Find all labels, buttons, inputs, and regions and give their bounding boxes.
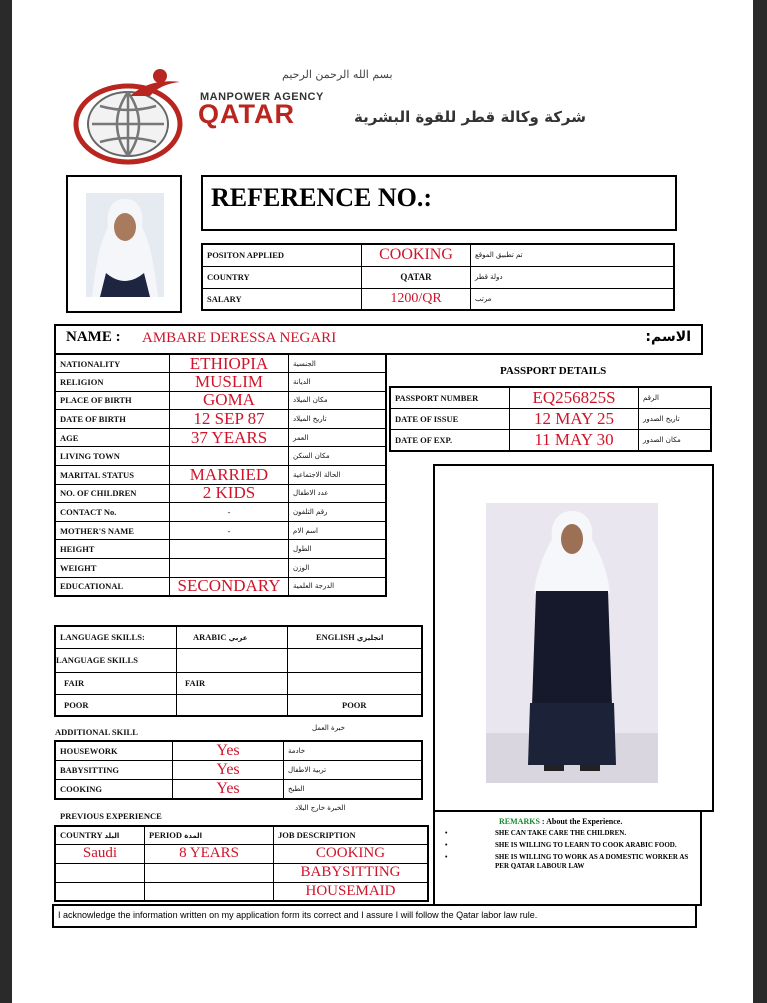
skill-row (55, 761, 422, 780)
language-table (54, 625, 423, 717)
exp-job-value: BABYSITTING (274, 863, 429, 882)
personal-label: MARITAL STATUS (55, 466, 170, 485)
personal-row (55, 559, 386, 578)
passport-label: PASSPORT NUMBER (390, 387, 510, 409)
lang-poor-value: POOR (288, 694, 423, 716)
passport-arabic: مكان الصدور (639, 430, 712, 452)
name-bar (54, 324, 703, 355)
personal-row (55, 466, 386, 485)
personal-label: MOTHER'S NAME (55, 521, 170, 540)
personal-label: CONTACT No. (55, 503, 170, 522)
full-photo-frame (433, 464, 714, 812)
passport-label: DATE OF ISSUE (390, 409, 510, 430)
remark-text: SHE IS WILLING TO LEARN TO COOK ARABIC FOOD. (495, 841, 677, 849)
personal-value (170, 559, 289, 578)
personal-row (55, 540, 386, 559)
exp-header-country: COUNTRY البلد (55, 826, 145, 844)
passport-arabic: الرقم (639, 387, 712, 409)
personal-row (55, 428, 386, 447)
remark-item (443, 829, 693, 838)
personal-label: PLACE OF BIRTH (55, 391, 170, 410)
personal-label: NATIONALITY (55, 354, 170, 373)
exp-cell (145, 882, 274, 901)
additional-skill-title-arabic: خبرة العمل (312, 724, 345, 732)
exp-job-value: HOUSEMAID (274, 882, 429, 901)
bismillah-calligraphy: بسم الله الرحمن الرحيم (282, 68, 393, 81)
lang-fair-label: FAIR (55, 672, 177, 694)
position-row (202, 244, 674, 266)
position-value: COOKING (362, 244, 471, 266)
personal-arabic: مكان السكن (289, 447, 387, 466)
skill-label: BABYSITTING (55, 761, 173, 780)
skill-value: Yes (173, 780, 284, 800)
personal-arabic: الجنسية (289, 354, 387, 373)
exp-cell (55, 882, 145, 901)
profile-photo (86, 193, 164, 297)
position-label: COUNTRY (202, 266, 362, 288)
passport-row (390, 430, 711, 452)
remarks-title: REMARKS : About the Experience. (499, 817, 623, 826)
reference-box (201, 175, 677, 231)
agency-logo-icon (70, 66, 200, 166)
personal-value: 2 KIDS (170, 484, 289, 503)
skill-label: HOUSEWORK (55, 741, 173, 761)
passport-table (389, 386, 712, 452)
lang-cell (177, 648, 288, 672)
previous-experience-title-arabic: الخبرة خارج البلاد (295, 804, 346, 812)
skill-label: COOKING (55, 780, 173, 800)
personal-row (55, 577, 386, 596)
exp-country-value: Saudi (55, 844, 145, 863)
personal-arabic: الطول (289, 540, 387, 559)
application-form (12, 0, 753, 1003)
remark-item (443, 841, 693, 850)
personal-value: - (170, 521, 289, 540)
personal-label: NO. OF CHILDREN (55, 484, 170, 503)
profile-photo-frame (66, 175, 182, 313)
bullet-icon: • (445, 829, 448, 837)
personal-value: MUSLIM (170, 373, 289, 392)
personal-label: WEIGHT (55, 559, 170, 578)
personal-arabic: رقم التلفون (289, 503, 387, 522)
exp-cell (145, 863, 274, 882)
skill-arabic: خادمة (284, 741, 423, 761)
passport-title: PASSPORT DETAILS (500, 365, 607, 377)
personal-value: MARRIED (170, 466, 289, 485)
personal-arabic: العمر (289, 428, 387, 447)
reference-label: REFERENCE NO.: (211, 183, 433, 212)
position-value: 1200/QR (362, 288, 471, 310)
lang-cell (288, 672, 423, 694)
passport-arabic: تاريخ الصدور (639, 409, 712, 430)
personal-arabic: الدرجة العلمية (289, 577, 387, 596)
personal-value: SECONDARY (170, 577, 289, 596)
lang-fair-value: FAIR (177, 672, 288, 694)
position-row (202, 266, 674, 288)
skill-value: Yes (173, 761, 284, 780)
passport-value: 12 MAY 25 (510, 409, 639, 430)
position-value: QATAR (362, 266, 471, 288)
skill-row (55, 741, 422, 761)
agency-name-arabic: شركة وكالة قطر للقوة البشرية (354, 108, 586, 126)
personal-row (55, 447, 386, 466)
personal-arabic: مكان الميلاد (289, 391, 387, 410)
personal-row (55, 373, 386, 392)
name-value: AMBARE DERESSA NEGARI (142, 330, 337, 346)
lang-header-arabic: ARABIC عربي (177, 626, 288, 648)
remarks-list (443, 829, 693, 874)
passport-row (390, 387, 711, 409)
personal-arabic: الحالة الاجتماعية (289, 466, 387, 485)
skill-row (55, 780, 422, 800)
lang-header-label: LANGUAGE SKILLS: (55, 626, 177, 648)
personal-value (170, 540, 289, 559)
skill-arabic: الطبخ (284, 780, 423, 800)
passport-row (390, 409, 711, 430)
personal-label: DATE OF BIRTH (55, 410, 170, 429)
personal-arabic: الوزن (289, 559, 387, 578)
additional-skill-table (54, 740, 423, 800)
personal-label: HEIGHT (55, 540, 170, 559)
experience-table (54, 825, 429, 902)
personal-label: AGE (55, 428, 170, 447)
personal-value: GOMA (170, 391, 289, 410)
additional-skill-title: ADDITIONAL SKILL (55, 727, 138, 737)
lang-row-label: LANGUAGE SKILLS (55, 648, 177, 672)
personal-value (170, 447, 289, 466)
personal-arabic: الديانة (289, 373, 387, 392)
exp-header-period: PERIOD المدة (145, 826, 274, 844)
remarks-box (433, 810, 702, 906)
lang-cell (288, 648, 423, 672)
personal-row (55, 484, 386, 503)
exp-period-value: 8 YEARS (145, 844, 274, 863)
position-arabic: مرتب (471, 288, 675, 310)
personal-value: 37 YEARS (170, 428, 289, 447)
position-table (201, 243, 675, 311)
lang-header-english: ENGLISH انجليزي (288, 626, 423, 648)
passport-label: DATE OF EXP. (390, 430, 510, 452)
position-arabic: تم تطبيق الموقع (471, 244, 675, 266)
personal-row (55, 410, 386, 429)
lang-poor-label: POOR (55, 694, 177, 716)
personal-value: ETHIOPIA (170, 354, 289, 373)
position-label: SALARY (202, 288, 362, 310)
name-label: NAME : (66, 329, 121, 345)
remark-text: SHE CAN TAKE CARE THE CHILDREN. (495, 829, 627, 837)
exp-header-job: JOB DESCRIPTION (274, 826, 429, 844)
personal-label: LIVING TOWN (55, 447, 170, 466)
full-body-photo (486, 503, 658, 783)
personal-row (55, 503, 386, 522)
personal-label: EDUCATIONAL (55, 577, 170, 596)
personal-row (55, 354, 386, 373)
personal-row (55, 521, 386, 540)
position-arabic: دولة قطر (471, 266, 675, 288)
agency-name-small: MANPOWER AGENCY (200, 91, 324, 103)
personal-arabic: تاريخ الميلاد (289, 410, 387, 429)
exp-job-value: COOKING (274, 844, 429, 863)
personal-arabic: اسم الام (289, 521, 387, 540)
name-arabic: الاسم: (645, 329, 691, 345)
remark-item (443, 853, 693, 871)
exp-cell (55, 863, 145, 882)
skill-arabic: تربية الاطفال (284, 761, 423, 780)
position-row (202, 288, 674, 310)
bullet-icon: • (445, 853, 448, 861)
bullet-icon: • (445, 841, 448, 849)
personal-value: 12 SEP 87 (170, 410, 289, 429)
agency-name-big: QATAR (198, 99, 295, 129)
position-label: POSITON APPLIED (202, 244, 362, 266)
skill-value: Yes (173, 741, 284, 761)
personal-row (55, 391, 386, 410)
passport-value: 11 MAY 30 (510, 430, 639, 452)
declaration-text: I acknowledge the information written on my application form its correct and I assure I will follow the Qatar labor law rule. (58, 910, 538, 920)
personal-details-table (54, 353, 387, 597)
previous-experience-title: PREVIOUS EXPERIENCE (60, 811, 162, 821)
personal-label: RELIGION (55, 373, 170, 392)
declaration-box (52, 904, 697, 928)
remark-text: SHE IS WILLING TO WORK AS A DOMESTIC WORKER AS PER QATAR LABOUR LAW (495, 853, 689, 870)
personal-arabic: عدد الاطفال (289, 484, 387, 503)
lang-cell (177, 694, 288, 716)
passport-value: EQ256825S (510, 387, 639, 409)
personal-value: - (170, 503, 289, 522)
